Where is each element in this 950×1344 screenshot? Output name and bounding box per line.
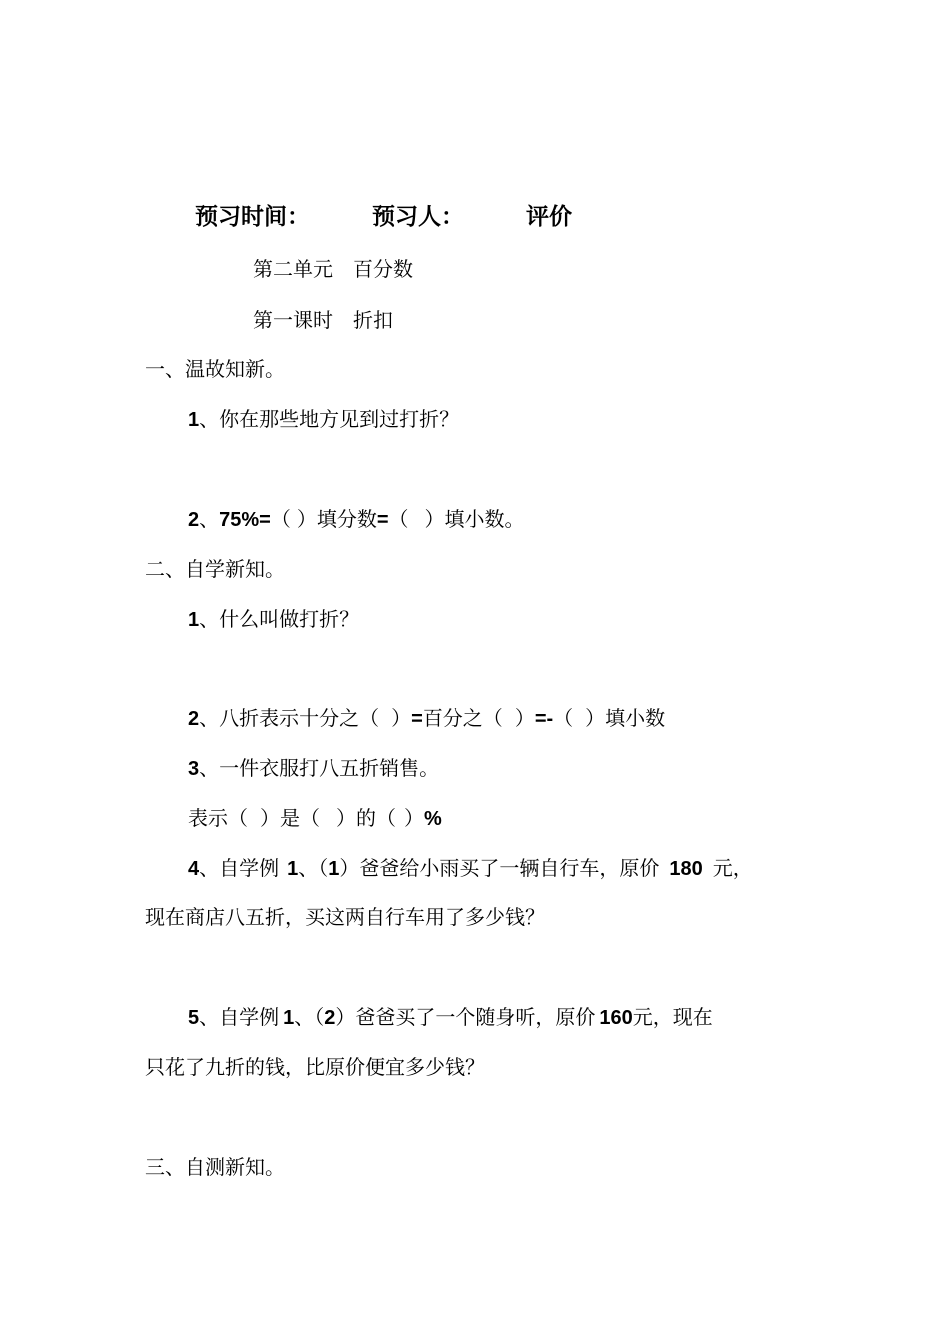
study-question-3-fill: 表示（ ）是（ ）的（ ）% — [188, 806, 442, 830]
review-question-1: 1、你在那些地方见到过打折？ — [188, 407, 460, 431]
section-heading-review: 一、温故知新。 — [145, 357, 285, 381]
evaluation-label: 评价 — [526, 204, 572, 230]
study-question-5-cont: 只花了九折的钱，比原价便宜多少钱？ — [145, 1055, 485, 1079]
unit-title — [253, 257, 413, 281]
header-row — [195, 203, 572, 231]
study-question-4: 4、自学例 1、（1）爸爸给小雨买了一辆自行车，原价 180 元， — [188, 856, 753, 880]
unit-number: 第二单元 — [253, 257, 333, 281]
study-question-1: 1、什么叫做打折？ — [188, 607, 360, 631]
review-question-2: 2、75%=（ ）填分数=（ ）填小数。 — [188, 507, 525, 531]
unit-name: 百分数 — [353, 257, 413, 281]
preview-person-label: 预习人： — [372, 204, 464, 230]
preview-time-label: 预习时间： — [195, 204, 310, 230]
lesson-title — [253, 308, 393, 332]
study-question-5: 5、自学例 1、（2）爸爸买了一个随身听，原价 160元，现在 — [188, 1005, 713, 1029]
lesson-name: 折扣 — [353, 308, 393, 332]
section-heading-self-study: 二、自学新知。 — [145, 557, 285, 581]
lesson-number: 第一课时 — [253, 308, 333, 332]
study-question-4-cont: 现在商店八五折，买这两自行车用了多少钱？ — [145, 905, 545, 929]
study-question-3: 3、一件衣服打八五折销售。 — [188, 756, 440, 780]
section-heading-self-test: 三、自测新知。 — [145, 1155, 285, 1179]
study-question-2: 2、八折表示十分之（ ）=百分之（ ）=-（ ）填小数 — [188, 706, 666, 730]
